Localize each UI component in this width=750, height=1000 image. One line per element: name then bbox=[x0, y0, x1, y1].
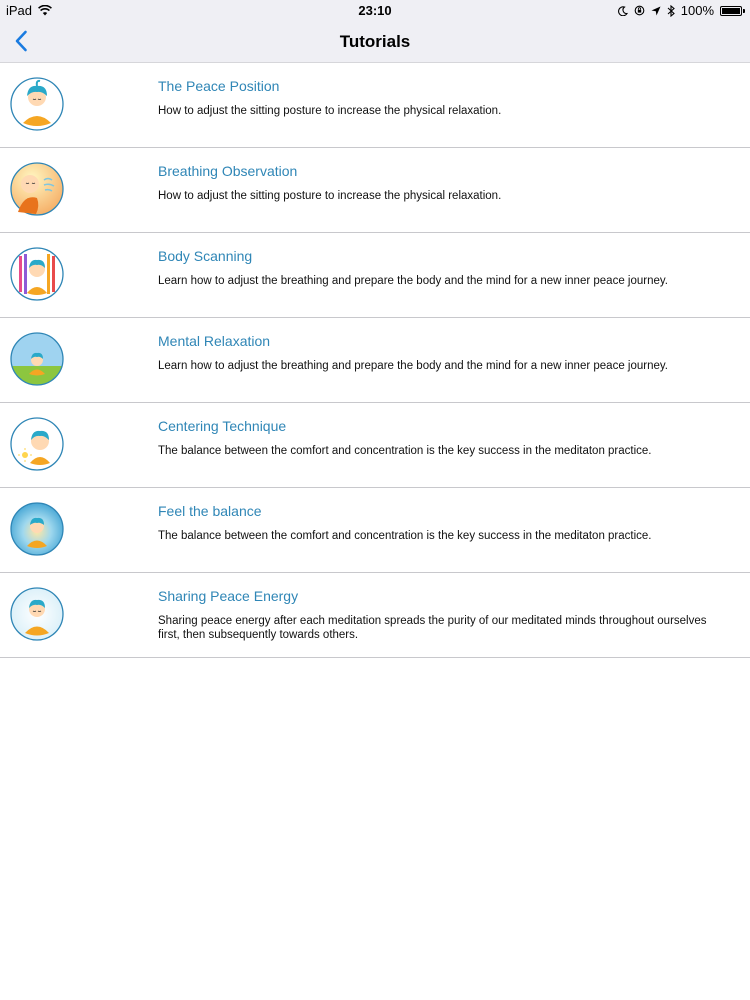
battery-icon bbox=[720, 6, 742, 16]
tutorial-title: Centering Technique bbox=[158, 418, 287, 434]
tutorial-row-breathing-observation[interactable] bbox=[0, 148, 750, 233]
tutorial-list bbox=[0, 63, 750, 658]
tutorial-description: Learn how to adjust the breathing and prepare the body and the mind for a new inner peace journey. bbox=[158, 360, 668, 372]
bluetooth-icon bbox=[667, 5, 675, 17]
tutorial-row-centering-technique[interactable] bbox=[0, 403, 750, 488]
balance-icon bbox=[10, 502, 64, 556]
centering-icon bbox=[10, 417, 64, 471]
tutorial-title: Breathing Observation bbox=[158, 163, 298, 179]
status-right bbox=[618, 3, 742, 18]
tutorial-title: Mental Relaxation bbox=[158, 333, 271, 349]
tutorial-description: The balance between the comfort and concentration is the key success in the meditaton practice. bbox=[158, 530, 652, 542]
tutorial-description: Sharing peace energy after each meditation spreads the purity of our meditated minds throughout ourselves first, then subsequently towards others. bbox=[158, 615, 707, 641]
breathing-face-icon bbox=[10, 162, 64, 216]
battery-fill bbox=[722, 8, 740, 14]
tutorial-description: The balance between the comfort and concentration is the key success in the meditaton practice. bbox=[158, 445, 652, 457]
tutorial-description: How to adjust the sitting posture to increase the physical relaxation. bbox=[158, 105, 502, 117]
location-arrow-icon bbox=[651, 6, 661, 16]
battery-percent: 100% bbox=[680, 3, 714, 18]
sharing-energy-icon bbox=[10, 587, 64, 641]
tutorial-title: The Peace Position bbox=[158, 78, 280, 94]
tutorial-title: Sharing Peace Energy bbox=[158, 588, 299, 604]
status-time: 23:10 bbox=[358, 3, 392, 18]
tutorial-title: Body Scanning bbox=[158, 248, 253, 264]
tutorial-row-peace-position[interactable] bbox=[0, 63, 750, 148]
moon-icon bbox=[618, 6, 628, 16]
status-bar bbox=[0, 0, 750, 20]
tutorial-description: How to adjust the sitting posture to increase the physical relaxation. bbox=[158, 190, 502, 202]
tutorial-row-sharing-peace-energy[interactable] bbox=[0, 573, 750, 658]
meditating-child-icon bbox=[10, 77, 64, 131]
tutorial-description: Learn how to adjust the breathing and prepare the body and the mind for a new inner peace journey. bbox=[158, 275, 668, 287]
rotation-lock-icon bbox=[634, 5, 645, 16]
navigation-bar bbox=[0, 20, 750, 63]
tutorial-row-body-scanning[interactable] bbox=[0, 233, 750, 318]
device-label: iPad bbox=[6, 3, 33, 18]
page-title: Tutorials bbox=[339, 32, 411, 51]
tutorial-title: Feel the balance bbox=[158, 503, 262, 519]
meadow-meditation-icon bbox=[10, 332, 64, 386]
body-scan-icon bbox=[10, 247, 64, 301]
tutorial-row-feel-the-balance[interactable] bbox=[0, 488, 750, 573]
tutorial-row-mental-relaxation[interactable] bbox=[0, 318, 750, 403]
